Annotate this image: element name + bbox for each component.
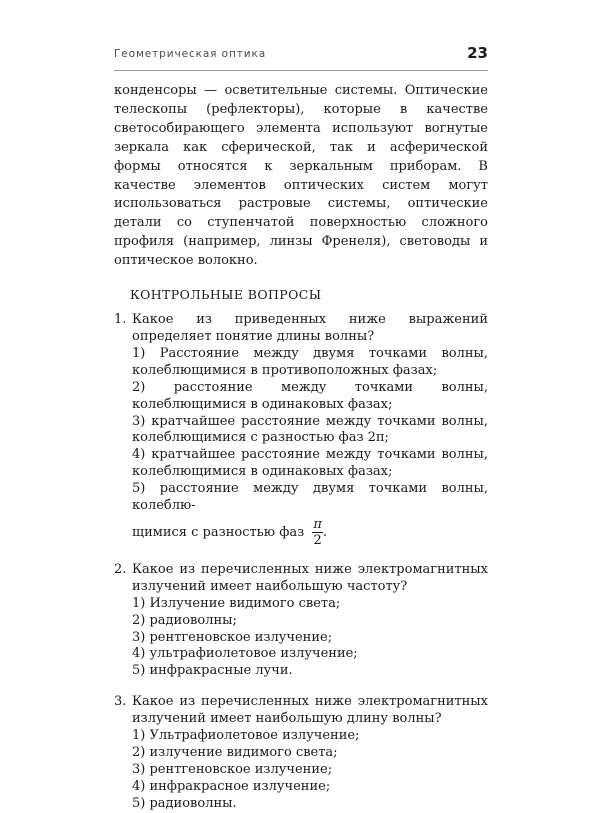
answer-option: 2) радиоволны; (132, 612, 237, 628)
section-title: КОНТРОЛЬНЫЕ ВОПРОСЫ (130, 287, 322, 303)
page-body (114, 82, 488, 813)
chapter-title: Геометрическая оптика (114, 48, 267, 60)
question-number: 3. (114, 694, 127, 710)
page-number: 23 (467, 44, 488, 62)
question-3 (114, 694, 488, 812)
answer-option: 4) кратчайшее расстояние между точками волны, колеблющимися в одинаковых фазах; (132, 447, 488, 480)
answer-option: 5) инфракрасные лучи. (132, 663, 293, 679)
answer-option: 5) радиоволны. (132, 795, 237, 811)
intro-paragraph: конденсоры — осветительные системы. Оптические телескопы (рефлекторы), которые в качестве светособирающего элемента используют вогнутые зеркала как сферической, так и асферической формы относятся к зеркальным приборам. В качестве элементов оптических систем могут использоваться растровые системы, оптические детали со ступенчатой поверхностью сложного профиля (например, линзы Френеля), световоды и оптическое волокно. (114, 83, 488, 269)
fraction-pi-over-2 (312, 517, 323, 548)
answer-option: 5) расстояние между двумя точками волны, колеблю- (132, 481, 488, 514)
answer-option: 1) Ультрафиолетовое излучение; (132, 728, 360, 744)
answer-option: 1) Излучение видимого света; (132, 595, 341, 611)
question-number: 2. (114, 561, 127, 577)
question-text: Какое из перечисленных ниже электромагнитных излучений имеет наибольшую длину волны? (132, 694, 488, 727)
question-text: Какое из перечисленных ниже электромагнитных излучений имеет наибольшую частоту? (132, 561, 488, 594)
continuation-suffix: . (322, 524, 328, 540)
answer-option: 2) расстояние между точками волны, колеблющимися в одинаковых фазах; (132, 379, 488, 412)
running-header (114, 44, 488, 66)
answer-option: 4) инфракрасное излучение; (132, 778, 331, 794)
answer-option-continuation (132, 517, 488, 548)
question-text: Какое из приведенных ниже выражений определяет понятие длины волны? (132, 312, 488, 344)
question-1 (114, 312, 488, 548)
answer-option: 1) Расстояние между двумя точками волны, колеблющимися в противоположных фазах; (132, 345, 488, 378)
question-number: 1. (114, 312, 127, 328)
answer-option: 3) рентгеновское излучение; (132, 629, 333, 645)
answer-option: 3) рентгеновское излучение; (132, 761, 333, 777)
question-2 (114, 562, 488, 680)
answer-option: 4) ультрафиолетовое излучение; (132, 646, 358, 662)
fraction-numerator: π (313, 516, 322, 532)
header-rule (114, 70, 488, 71)
answer-option: 2) излучение видимого света; (132, 745, 338, 760)
continuation-text: щимися с разностью фаз (132, 524, 305, 540)
fraction-denominator: 2 (313, 532, 322, 548)
answer-option: 3) кратчайшее расстояние между точками волны, колеблющимися с разностью фаз 2π; (132, 413, 488, 446)
